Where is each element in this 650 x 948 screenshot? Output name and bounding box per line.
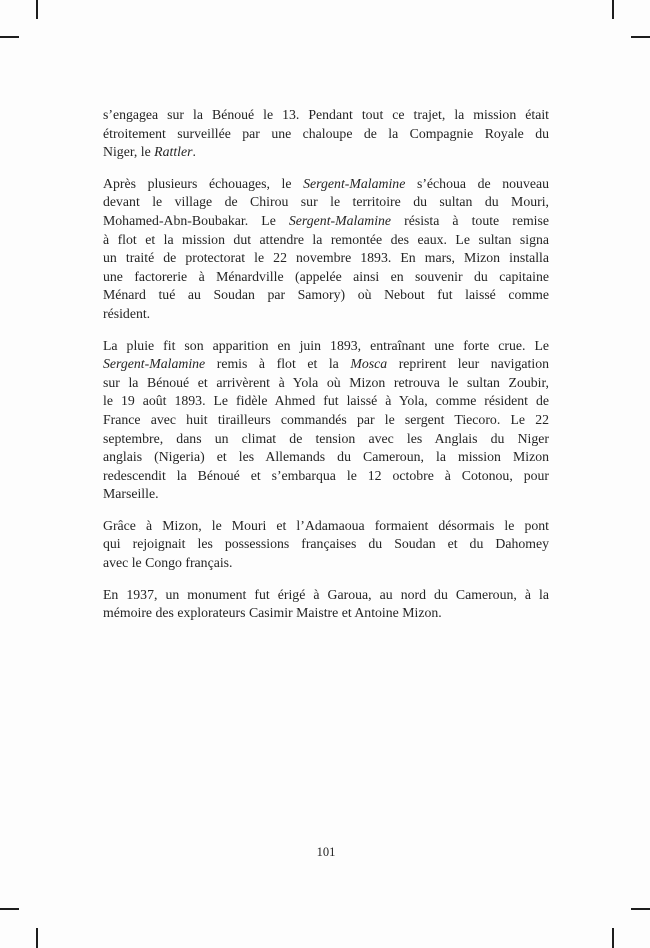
text-line: En 1937, un monument fut érigé à Garoua, au nord du Cameroun, à la	[103, 586, 549, 602]
crop-mark-bottom-right-vertical-icon	[612, 928, 614, 948]
text-line: Sergent-Malamine remis à flot et la Mosca reprirent leur navigation	[103, 356, 550, 372]
paragraph	[103, 586, 549, 623]
text-line: étroitement surveillée par une chaloupe de la Compagnie Royale du	[103, 125, 549, 141]
text-line: qui rejoignait les possessions françaises du Soudan et du Dahomey	[103, 536, 549, 552]
text-line: mémoire des explorateurs Casimir Maistre et Antoine Mizon.	[103, 605, 442, 621]
text-line: résident.	[103, 305, 151, 321]
page-body	[103, 106, 549, 636]
text-line: Mohamed-Abn-Boubakar. Le Sergent-Malamine résista à toute remise	[103, 212, 550, 228]
paragraph	[103, 517, 549, 573]
text-line: une factorerie à Ménardville (appelée ainsi en souvenir du capitaine	[103, 268, 549, 284]
paragraph	[103, 106, 549, 162]
text-line: redescendit la Bénoué et s’embarqua le 12 octobre à Cotonou, pour	[103, 467, 549, 483]
text-line: le 19 août 1893. Le fidèle Ahmed fut laissé à Yola, comme résident de	[103, 393, 549, 409]
paragraph	[103, 337, 549, 504]
text-line: La pluie fit son apparition en juin 1893, entraînant une forte crue. Le	[103, 337, 549, 353]
page-number: 101	[316, 845, 336, 859]
text-line: Grâce à Mizon, le Mouri et l’Adamaoua formaient désormais le pont	[103, 517, 549, 533]
text-line: Niger, le Rattler.	[103, 144, 196, 160]
paragraph	[103, 175, 549, 324]
text-line: à flot et la mission dut attendre la remontée des eaux. Le sultan signa	[103, 231, 549, 247]
text-line: un traité de protectorat le 22 novembre 1893. En mars, Mizon installa	[103, 250, 549, 266]
crop-mark-top-left-vertical-icon	[36, 0, 38, 19]
crop-mark-top-right-vertical-icon	[612, 0, 614, 19]
crop-mark-top-left-horizontal-icon	[0, 36, 19, 38]
text-line: avec le Congo français.	[103, 555, 233, 571]
text-line: s’engagea sur la Bénoué le 13. Pendant tout ce trajet, la mission était	[103, 107, 549, 122]
crop-mark-bottom-left-vertical-icon	[36, 928, 38, 948]
text-line: devant le village de Chirou sur le territoire du sultan du Mouri,	[103, 194, 549, 210]
text-line: sur la Bénoué et arrivèrent à Yola où Mizon retrouva le sultan Zoubir,	[103, 374, 549, 390]
text-line: septembre, dans un climat de tension avec les Anglais du Niger	[103, 430, 549, 446]
text-line: Après plusieurs échouages, le Sergent-Malamine s’échoua de nouveau	[103, 175, 550, 191]
crop-mark-bottom-right-horizontal-icon	[631, 908, 650, 910]
text-line: Ménard tué au Soudan par Samory) où Nebout fut laissé comme	[103, 287, 549, 303]
crop-mark-top-right-horizontal-icon	[631, 36, 650, 38]
crop-mark-bottom-left-horizontal-icon	[0, 908, 19, 910]
text-line: anglais (Nigeria) et les Allemands du Cameroun, la mission Mizon	[103, 449, 549, 465]
text-line: Marseille.	[103, 486, 159, 502]
text-line: France avec huit tirailleurs commandés par le sergent Tiecoro. Le 22	[103, 411, 549, 427]
